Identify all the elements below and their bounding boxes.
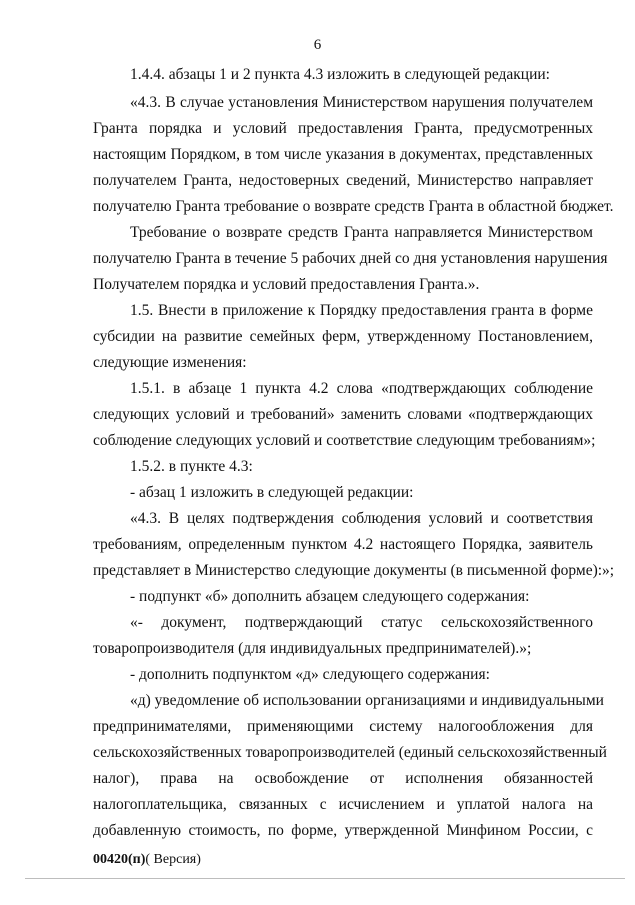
- paragraph-line: «4.3. В случае установления Министерством нарушения получателем: [130, 94, 593, 111]
- paragraph-line: получателю Гранта требование о возврате средств Гранта в областной бюджет.: [93, 198, 614, 215]
- paragraph-line: «4.3. В целях подтверждения соблюдения условий и соответствия: [130, 510, 593, 527]
- paragraph-line: «- документ, подтверждающий статус сельскохозяйственного: [130, 614, 593, 631]
- paragraph-line: товаропроизводителя (для индивидуальных предпринимателей).»;: [93, 640, 532, 657]
- paragraph-line: Требование о возврате средств Гранта направляется Министерством: [130, 224, 593, 241]
- paragraph-line: налог), права на освобождение от исполнения обязанностей: [93, 770, 593, 787]
- page-number: 6: [313, 37, 322, 53]
- paragraph-line: следующие изменения:: [93, 354, 247, 371]
- document-version-label: ( Версия): [145, 852, 201, 867]
- paragraph-line: получателем Гранта, недостоверных сведений, Министерство направляет: [93, 172, 593, 189]
- paragraph-line: настоящим Порядком, в том числе указания в документах, представленных: [93, 146, 593, 163]
- paragraph-line: представляет в Министерство следующие документы (в письменной форме):»;: [93, 562, 615, 579]
- paragraph-line: Получателем порядка и условий предоставления Гранта.».: [93, 276, 480, 293]
- paragraph-line: добавленную стоимость, по форме, утвержденной Минфином России, с: [93, 822, 593, 839]
- paragraph-line: требованиям, определенным пунктом 4.2 настоящего Порядка, заявитель: [93, 536, 593, 553]
- paragraph-line: субсидии на развитие семейных ферм, утвержденному Постановлением,: [93, 328, 593, 345]
- paragraph-line: 1.5.2. в пункте 4.3:: [130, 458, 253, 475]
- paragraph-line: соблюдение следующих условий и соответствие следующим требованиям»;: [93, 432, 596, 449]
- paragraph-line: налогоплательщика, связанных с исчислением и уплатой налога на: [93, 796, 593, 813]
- paragraph-line: получателю Гранта в течение 5 рабочих дней со дня установления нарушения: [93, 250, 608, 267]
- paragraph-line: - подпункт «б» дополнить абзацем следующего содержания:: [130, 588, 530, 605]
- document-code: [93, 851, 201, 869]
- paragraph-line: - абзац 1 изложить в следующей редакции:: [130, 484, 414, 501]
- paragraph-line: сельскохозяйственных товаропроизводителей (единый сельскохозяйственный: [93, 744, 607, 761]
- bottom-divider: [25, 878, 625, 879]
- paragraph-line: следующих условий и требований» заменить словами «подтверждающих: [93, 406, 593, 423]
- paragraph-line: 1.4.4. абзацы 1 и 2 пункта 4.3 изложить в следующей редакции:: [130, 66, 550, 83]
- paragraph-line: «д) уведомление об использовании организациями и индивидуальными: [130, 692, 604, 709]
- paragraph-line: - дополнить подпунктом «д» следующего содержания:: [130, 666, 490, 683]
- paragraph-line: предпринимателями, применяющими систему налогообложения для: [93, 718, 593, 735]
- paragraph-line: 1.5. Внести в приложение к Порядку предоставления гранта в форме: [130, 302, 593, 319]
- paragraph-line: 1.5.1. в абзаце 1 пункта 4.2 слова «подтверждающих соблюдение: [130, 380, 593, 397]
- paragraph-line: Гранта порядка и условий предоставления Гранта, предусмотренных: [93, 120, 593, 137]
- document-code-number: 00420(п): [93, 852, 146, 867]
